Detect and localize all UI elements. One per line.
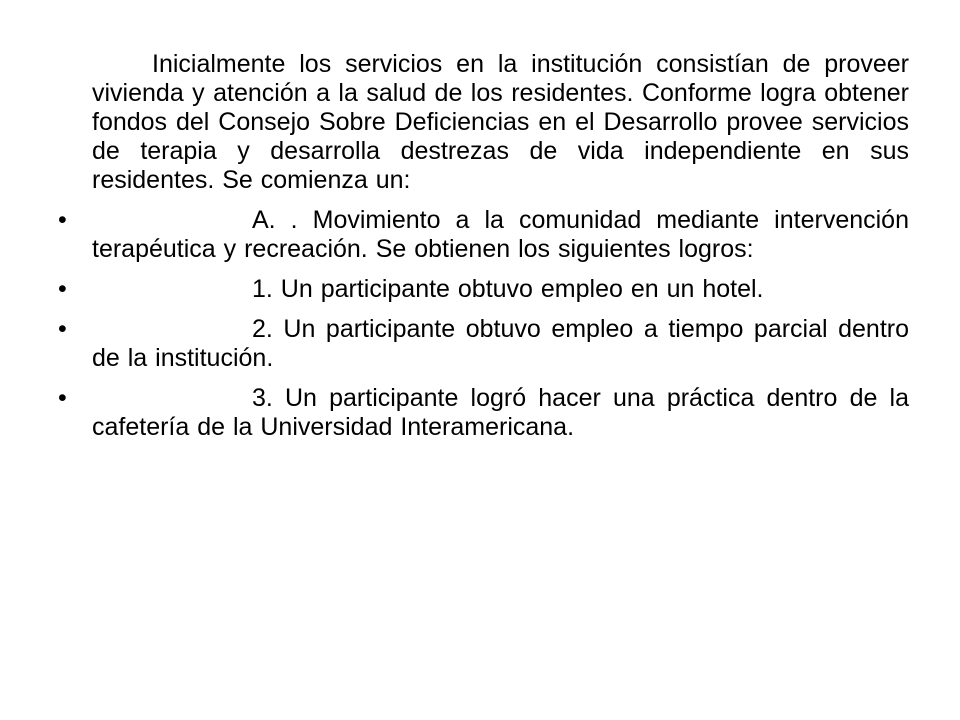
bullet-dot-icon: •	[58, 315, 67, 343]
bullet-item-3	[58, 384, 909, 442]
slide-content	[58, 50, 909, 453]
bullet-dot-icon: •	[58, 275, 67, 303]
bullet-text: A. . Movimiento a la comunidad mediante intervención terapéutica y recreación. Se obtienen los siguientes logros:	[92, 206, 909, 263]
bullet-text: 3. Un participante logró hacer una práctica dentro de la cafetería de la Universidad Interamericana.	[92, 384, 909, 441]
bullet-dot-icon: •	[58, 384, 67, 412]
bullet-dot-icon: •	[58, 206, 67, 234]
bullet-text: 1. Un participante obtuvo empleo en un hotel.	[252, 275, 764, 303]
bullet-item-1	[58, 275, 909, 304]
bullet-item-a	[58, 206, 909, 264]
bullet-text: 2. Un participante obtuvo empleo a tiempo parcial dentro de la institución.	[92, 315, 909, 372]
bullet-item-2	[58, 315, 909, 373]
intro-paragraph: Inicialmente los servicios en la institución consistían de proveer vivienda y atención a la salud de los residentes. Conforme logra obtener fondos del Consejo Sobre Deficiencias en el Desarrollo provee servicios de terapia y desarrolla destrezas de vida independiente en sus residentes. Se comienza un:	[92, 50, 909, 194]
